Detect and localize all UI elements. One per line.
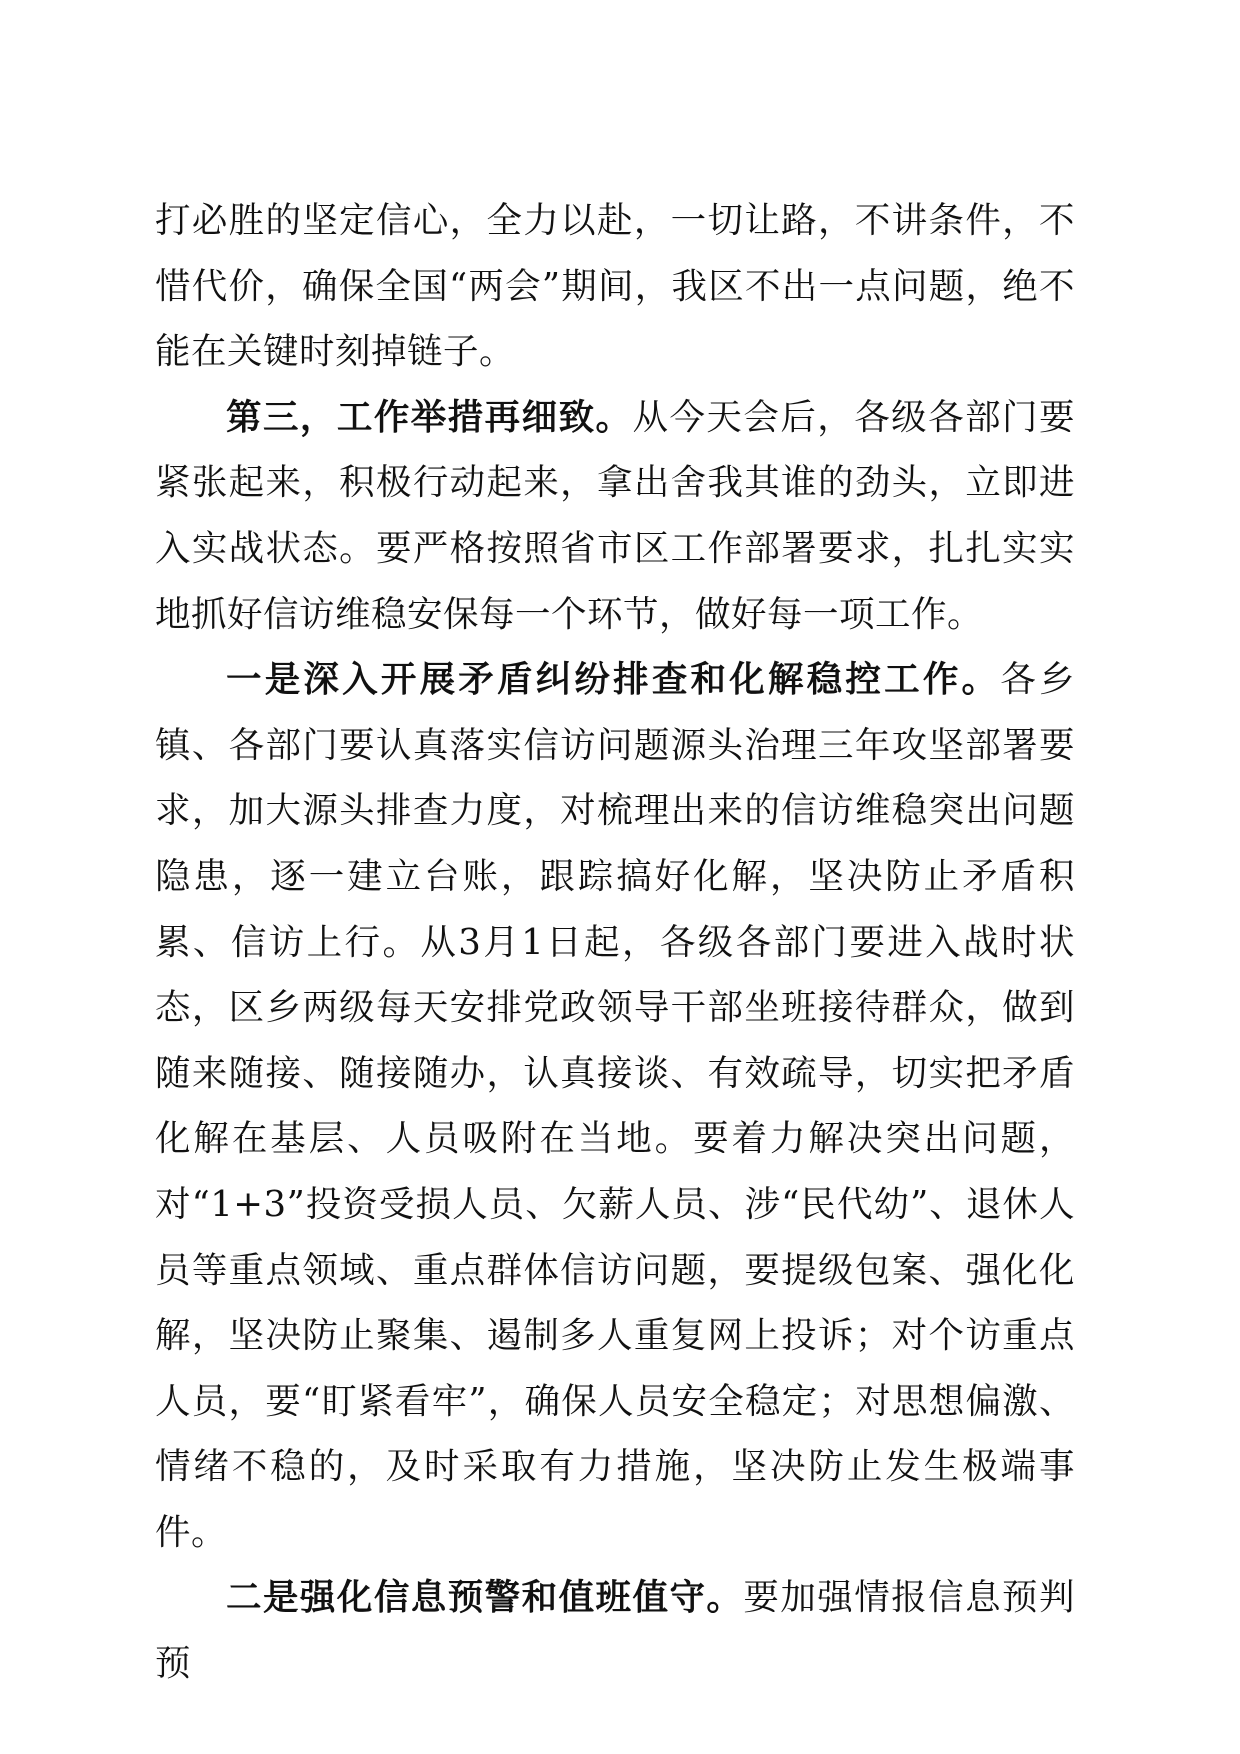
paragraph-4 [155,1565,1075,1696]
paragraph-2-text: 从今天会后，各级各部门要紧张起来，积极行动起来，拿出舍我其谁的劲头，立即进入实战状态。要严格按照省市区工作部署要求，扎扎实实地抓好信访维稳安保每一个环节，做好每一项工作。 [155,396,1075,635]
paragraph-3-heading: 一是深入开展矛盾纠纷排查和化解稳控工作。 [226,659,1001,701]
paragraph-2-heading: 第三，工作举措再细致。 [226,396,633,438]
paragraph-3 [155,647,1075,1565]
paragraph-2 [155,385,1075,647]
paragraph-1-text: 打必胜的坚定信心，全力以赴，一切让路，不讲条件，不惜代价，确保全国“两会”期间，我区不出一点问题，绝不能在关键时刻掉链子。 [155,200,1075,373]
document-body [155,188,1075,1697]
paragraph-4-heading: 二是强化信息预警和值班值守。 [226,1577,744,1619]
paragraph-4-text: 要加强情报信息预判预 [155,1577,1075,1685]
paragraph-3-text: 各乡镇、各部门要认真落实信访问题源头治理三年攻坚部署要求，加大源头排查力度，对梳理出来的信访维稳突出问题隐患，逐一建立台账，跟踪搞好化解，坚决防止矛盾积累、信访上行。从3月1日起，各级各部门要进入战时状态，区乡两级每天安排党政领导干部坐班接待群众，做到随来随接、随接随办，认真接谈、有效疏导，切实把矛盾化解在基层、人员吸附在当地。要着力解决突出问题，对“1+3”投资受损人员、欠薪人员、涉“民代幼”、退休人员等重点领域、重点群体信访问题，要提级包案、强化化解，坚决防止聚集、遏制多人重复网上投诉；对个访重点人员，要“盯紧看牢”，确保人员安全稳定；对思想偏激、情绪不稳的，及时采取有力措施，坚决防止发生极端事件。 [155,659,1075,1553]
paragraph-1 [155,188,1075,385]
